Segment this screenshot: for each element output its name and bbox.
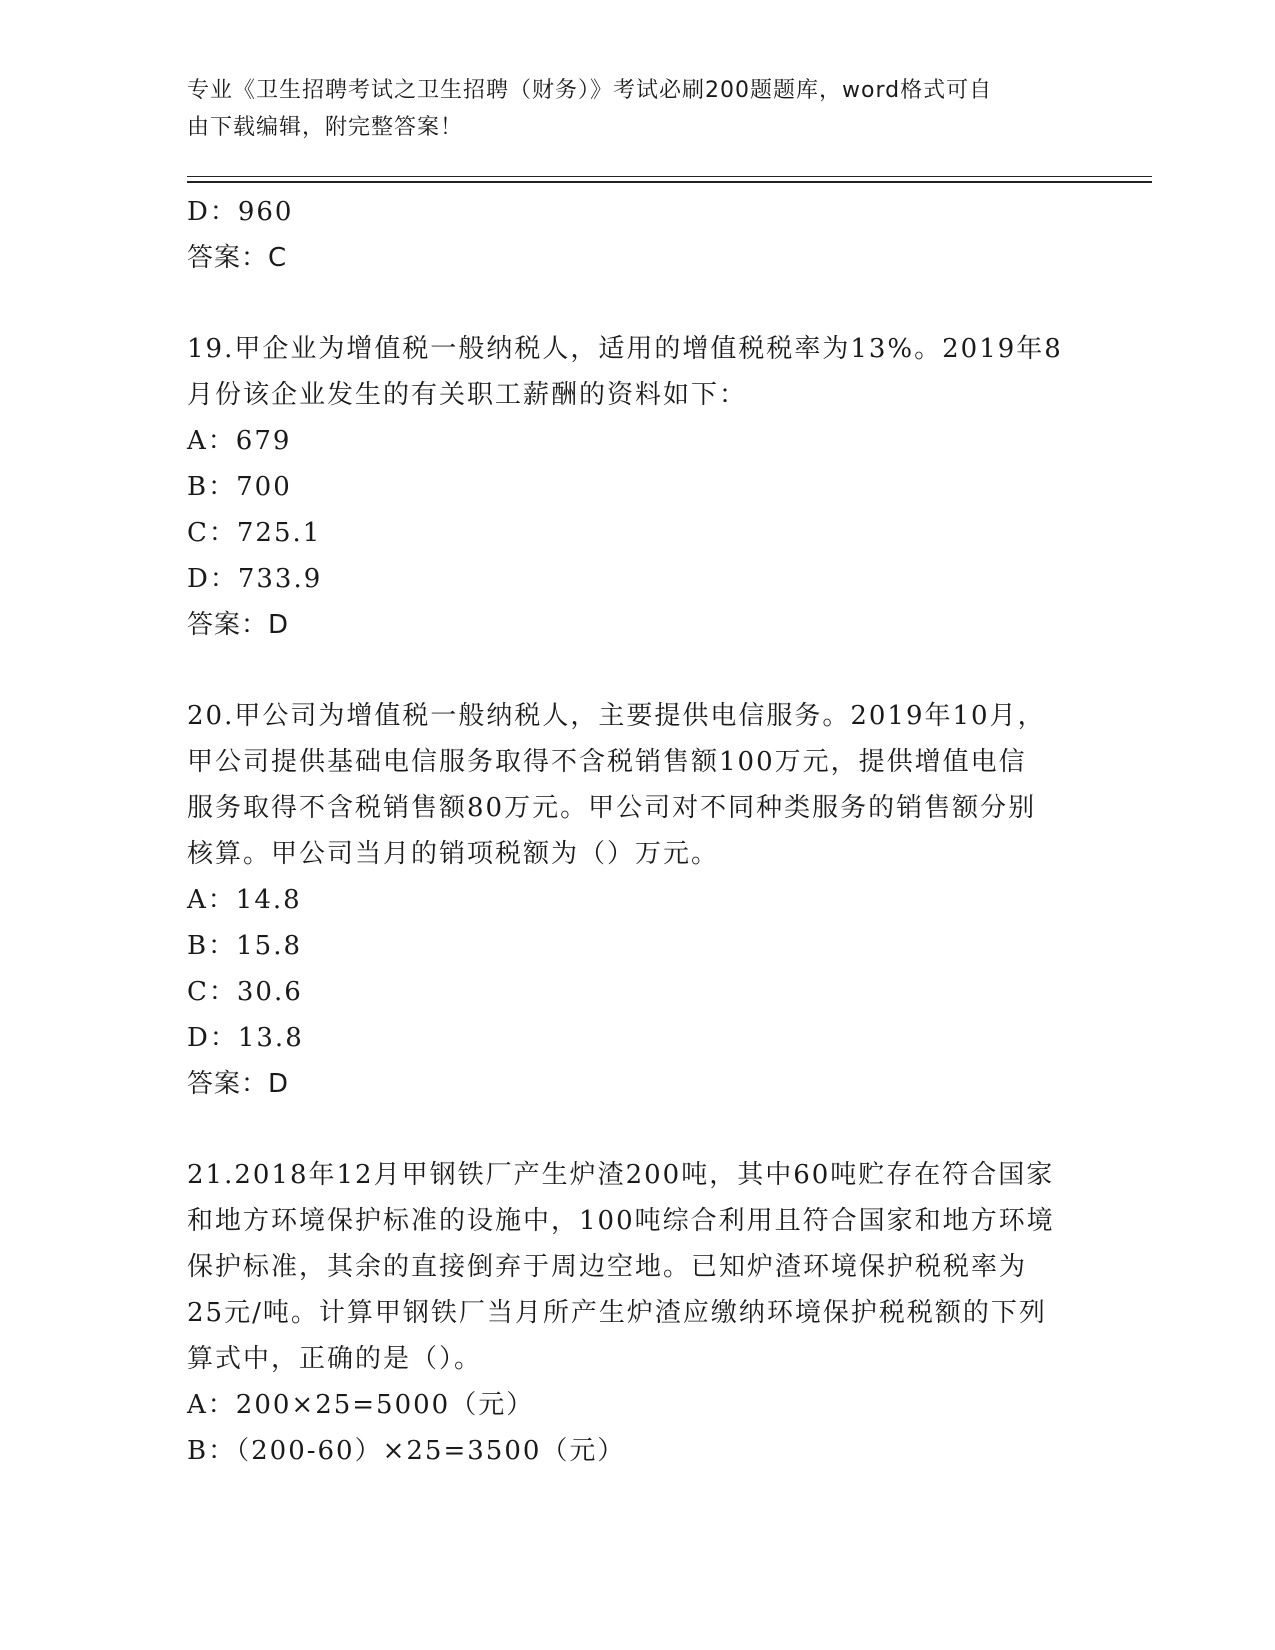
question-stem-line: 19.甲企业为增值税一般纳税人，适用的增值税税率为13%。2019年8 <box>187 334 1063 364</box>
header-divider-thick <box>187 181 1152 183</box>
option-c: C：725.1 <box>187 518 322 548</box>
question-stem-line: 甲公司提供基础电信服务取得不含税销售额100万元，提供增值电信 <box>187 747 1027 777</box>
answer: 答案：D <box>187 610 290 640</box>
question-stem-line: 算式中，正确的是（）。 <box>187 1344 483 1374</box>
answer: 答案：D <box>187 1069 290 1099</box>
option-b: B：15.8 <box>187 931 302 961</box>
question-stem-line: 25元/吨。计算甲钢铁厂当月所产生炉渣应缴纳环境保护税税额的下列 <box>187 1298 1047 1328</box>
question-stem-line: 20.甲公司为增值税一般纳税人，主要提供电信服务。2019年10月， <box>187 701 1046 731</box>
answer: 答案：C <box>187 243 288 273</box>
question-21 <box>187 1152 1087 1474</box>
question-stem-line: 核算。甲公司当月的销项税额为（）万元。 <box>187 839 720 869</box>
question-stem-line: 21.2018年12月甲钢铁厂产生炉渣200吨，其中60吨贮存在符合国家 <box>187 1160 1055 1190</box>
question-18-tail <box>187 189 1087 281</box>
question-list <box>187 189 1087 1474</box>
header-divider-thin <box>187 176 1152 177</box>
option-a: A：200×25=5000（元） <box>187 1390 535 1420</box>
option-d: D：960 <box>187 197 294 227</box>
page-header <box>187 72 1067 146</box>
question-20 <box>187 693 1087 1107</box>
option-b: B：（200-60）×25=3500（元） <box>187 1436 626 1466</box>
option-a: A：14.8 <box>187 885 302 915</box>
option-c: C：30.6 <box>187 977 303 1007</box>
question-stem-line: 服务取得不含税销售额80万元。甲公司对不同种类服务的销售额分别 <box>187 793 1037 823</box>
question-stem-line: 月份该企业发生的有关职工薪酬的资料如下： <box>187 380 748 410</box>
option-d: D：13.8 <box>187 1023 304 1053</box>
question-stem-line: 和地方环境保护标准的设施中，100吨综合利用且符合国家和地方环境 <box>187 1206 1055 1236</box>
question-stem-line: 保护标准，其余的直接倒弃于周边空地。已知炉渣环境保护税税率为 <box>187 1252 1028 1282</box>
header-line-2: 由下载编辑，附完整答案！ <box>187 115 464 140</box>
header-line-1: 专业《卫生招聘考试之卫生招聘（财务）》考试必刷200题题库，word格式可自 <box>187 78 993 103</box>
option-b: B：700 <box>187 472 292 502</box>
question-19 <box>187 326 1087 648</box>
option-d: D：733.9 <box>187 564 323 594</box>
option-a: A：679 <box>187 426 292 456</box>
